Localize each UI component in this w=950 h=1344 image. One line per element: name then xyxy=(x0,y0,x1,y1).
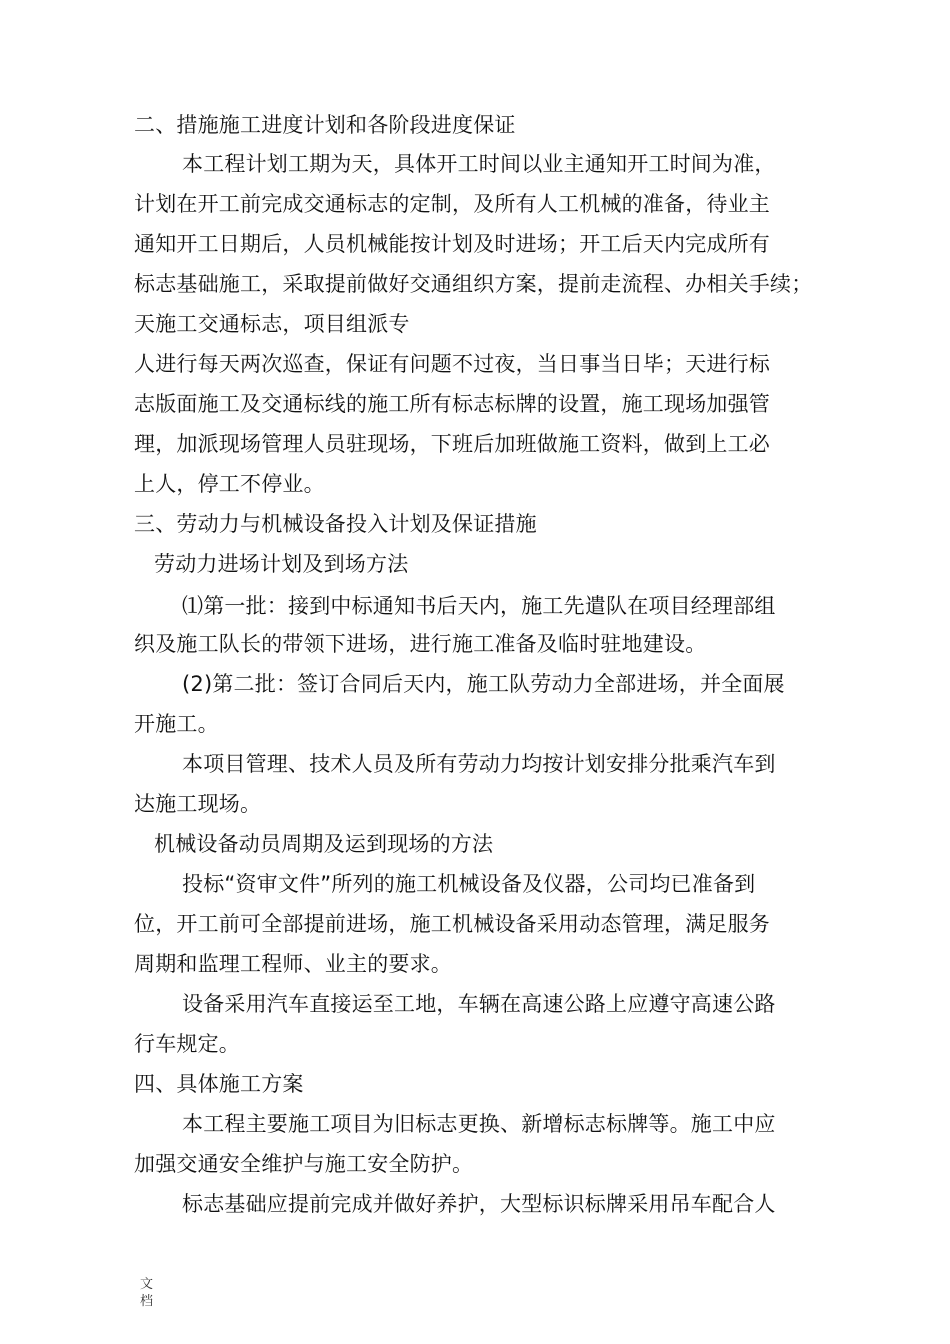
paragraph-line: ⑴第一批：接到中标通知书后天内，施工先遣队在项目经理部组 xyxy=(182,594,776,618)
paragraph-line: 人进行每天两次巡查，保证有问题不过夜，当日事当日毕；天进行标 xyxy=(134,352,770,376)
paragraph-line: 计划在开工前完成交通标志的定制，及所有人工机械的准备，待业主 xyxy=(134,192,770,216)
paragraph-line: 通知开工日期后，人员机械能按计划及时进场；开工后天内完成所有 xyxy=(134,232,770,256)
paragraph-line: 行车规定。 xyxy=(134,1032,240,1056)
paragraph-line: (2)第二批：签订合同后天内，施工队劳动力全部进场，并全面展 xyxy=(182,672,785,696)
page-footer: 文档 xyxy=(140,1277,154,1309)
paragraph-line: 设备采用汽车直接运至工地，车辆在高速公路上应遵守高速公路 xyxy=(182,992,776,1016)
paragraph-line: 织及施工队长的带领下进场，进行施工准备及临时驻地建设。 xyxy=(134,632,707,656)
paragraph-line: 天施工交通标志，项目组派专 xyxy=(134,312,410,336)
section-heading-3: 三、劳动力与机械设备投入计划及保证措施 xyxy=(134,512,537,536)
paragraph-line: 理，加派现场管理人员驻现场，下班后加班做施工资料，做到上工必 xyxy=(134,432,770,456)
section-heading-2: 二、措施施工进度计划和各阶段进度保证 xyxy=(134,113,516,137)
subheading-equipment: 机械设备动员周期及运到现场的方法 xyxy=(154,832,494,856)
paragraph-line: 上人，停工不停业。 xyxy=(134,472,325,496)
paragraph-line: 加强交通安全维护与施工安全防护。 xyxy=(134,1152,474,1176)
paragraph-line: 本工程主要施工项目为旧标志更换、新增标志标牌等。施工中应 xyxy=(182,1112,776,1136)
paragraph-line: 位，开工前可全部提前进场，施工机械设备采用动态管理，满足服务 xyxy=(134,912,770,936)
paragraph-line: 周期和监理工程师、业主的要求。 xyxy=(134,952,452,976)
paragraph-line: 本工程计划工期为天，具体开工时间以业主通知开工时间为准， xyxy=(182,152,776,176)
paragraph-line: 标志基础应提前完成并做好养护，大型标识标牌采用吊车配合人 xyxy=(182,1192,776,1216)
paragraph-line: 达施工现场。 xyxy=(134,792,262,816)
paragraph-line: 志版面施工及交通标线的施工所有标志标牌的设置，施工现场加强管 xyxy=(134,392,770,416)
section-heading-4: 四、具体施工方案 xyxy=(134,1072,304,1096)
subheading-labor-plan: 劳动力进场计划及到场方法 xyxy=(154,552,409,576)
paragraph-line: 本项目管理、技术人员及所有劳动力均按计划安排分批乘汽车到 xyxy=(182,752,776,776)
paragraph-line: 投标“资审文件”所列的施工机械设备及仪器，公司均已准备到 xyxy=(182,872,756,896)
paragraph-line: 开施工。 xyxy=(134,712,219,736)
paragraph-line: 标志基础施工，采取提前做好交通组织方案，提前走流程、办相关手续； xyxy=(134,272,813,296)
